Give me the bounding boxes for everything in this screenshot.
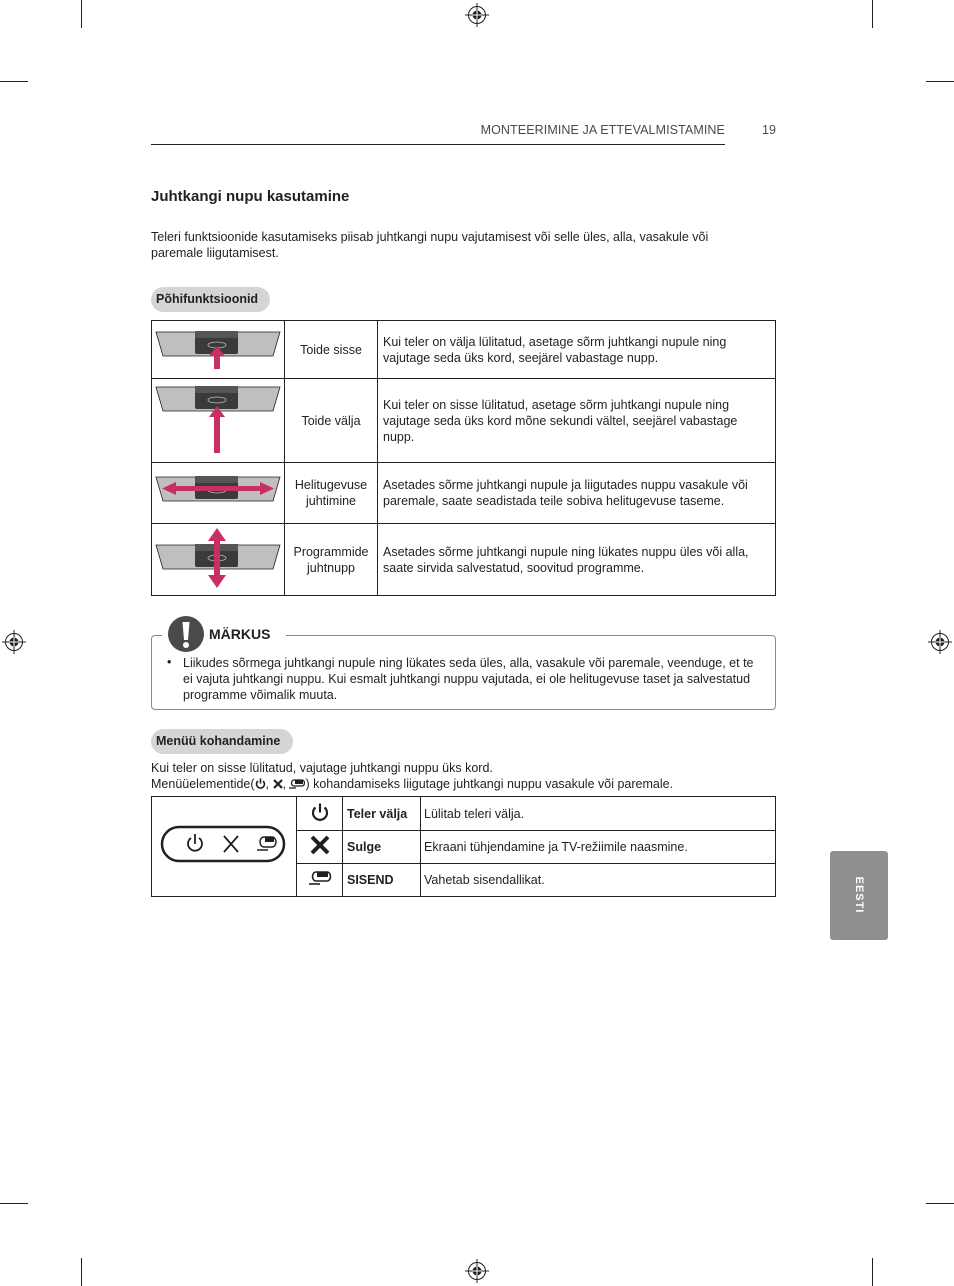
joystick-illustration [152, 321, 285, 379]
input-icon [308, 870, 332, 886]
function-name: Programmide juhtnupp [285, 524, 378, 596]
crop-mark [0, 81, 28, 82]
power-icon [310, 802, 330, 822]
menu-item-description: Vahetab sisendallikat. [421, 864, 776, 897]
menu-adjust-label: Menüü kohandamine [151, 729, 293, 754]
crop-mark [926, 81, 954, 82]
registration-mark-icon [2, 630, 26, 654]
crop-mark [81, 0, 82, 28]
close-icon [310, 835, 330, 855]
note-title: MÄRKUS [209, 626, 271, 642]
function-name: Helitugevuse juhtimine [285, 463, 378, 524]
close-icon [273, 779, 283, 789]
menu-illustration [152, 797, 297, 897]
joystick-left-right-icon [152, 463, 284, 519]
menu-table [151, 796, 776, 897]
header-rule [151, 144, 725, 145]
function-description: Asetades sõrme juhtkangi nupule ja liigutades nuppu vasakule või paremale, saate seadistada teile sobiva helitugevuse taseme. [378, 463, 776, 524]
function-description: Kui teler on välja lülitatud, asetage sõrm juhtkangi nupule ning vajutage seda üks kord, seejärel vabastage nupp. [378, 321, 776, 379]
icon-cell [297, 797, 343, 831]
joystick-up-down-icon [152, 524, 284, 591]
basic-functions-label: Põhifunktsioonid [151, 287, 270, 312]
menu-intro [151, 760, 771, 792]
table-row [152, 463, 776, 524]
intro-paragraph: Teleri funktsioonide kasutamiseks piisab juhtkangi nupu vajutamisest või selle üles, alla, vasakule või paremale liigutamisest. [151, 230, 709, 260]
section-title: Juhtkangi nupu kasutamine [151, 188, 350, 205]
crop-mark [0, 1203, 28, 1204]
function-name: Toide sisse [285, 321, 378, 379]
icon-cell [297, 831, 343, 864]
table-row [152, 379, 776, 463]
running-header: MONTEERIMINE JA ETTEVALMISTAMINE [480, 123, 725, 137]
joystick-long-press-icon [152, 379, 284, 458]
joystick-illustration [152, 463, 285, 524]
menu-item-label: Sulge [343, 831, 421, 864]
crop-mark [926, 1203, 954, 1204]
icon-cell [297, 864, 343, 897]
menu-item-label: Teler välja [343, 797, 421, 831]
exclamation-icon [167, 615, 205, 653]
note-bullet: • [167, 655, 172, 669]
joystick-illustration [152, 524, 285, 596]
language-side-tab [830, 851, 888, 940]
function-name: Toide välja [285, 379, 378, 463]
note-text: Liikudes sõrmega juhtkangi nupule ning lükates seda üles, alla, vasakule või paremale, veenduge, et te ei vajuta juhtkangi nuppu. Kui esmalt juhtkangi nuppu vajutada, ei ole helitugevuse taset ja salvestatud programme võimalik muuta. [183, 656, 754, 702]
registration-mark-icon [465, 3, 489, 27]
function-description: Asetades sõrme juhtkangi nupule ning lükates nuppu üles või alla, saate sirvida salvestatud, soovitud programme. [378, 524, 776, 596]
table-row [152, 797, 776, 831]
registration-mark-icon [465, 1259, 489, 1283]
menu-item-description: Lülitab teleri välja. [421, 797, 776, 831]
page-number: 19 [762, 123, 776, 137]
menu-intro-line-2: Menüüelementide( , , ) kohandamiseks liigutage juhtkangi nuppu vasakule või paremale. [151, 777, 674, 791]
crop-mark [872, 0, 873, 28]
function-description: Kui teler on sisse lülitatud, asetage sõrm juhtkangi nupule ning vajutage seda üks kord mõne sekundi vältel, seejärel vabastage nupp. [378, 379, 776, 463]
joystick-illustration [152, 379, 285, 463]
menu-item-label: SISEND [343, 864, 421, 897]
crop-mark [872, 1258, 873, 1286]
language-tab-label: EESTI [853, 876, 865, 914]
menu-item-description: Ekraani tühjendamine ja TV-režiimile naasmine. [421, 831, 776, 864]
table-row [152, 321, 776, 379]
input-icon [289, 778, 305, 789]
registration-mark-icon [928, 630, 952, 654]
power-icon [255, 778, 266, 789]
basic-functions-table [151, 320, 776, 596]
menu-bar-icon [160, 825, 288, 865]
table-row [152, 524, 776, 596]
joystick-press-icon [152, 321, 284, 374]
menu-intro-line-1: Kui teler on sisse lülitatud, vajutage juhtkangi nuppu üks kord. [151, 761, 493, 775]
crop-mark [81, 1258, 82, 1286]
